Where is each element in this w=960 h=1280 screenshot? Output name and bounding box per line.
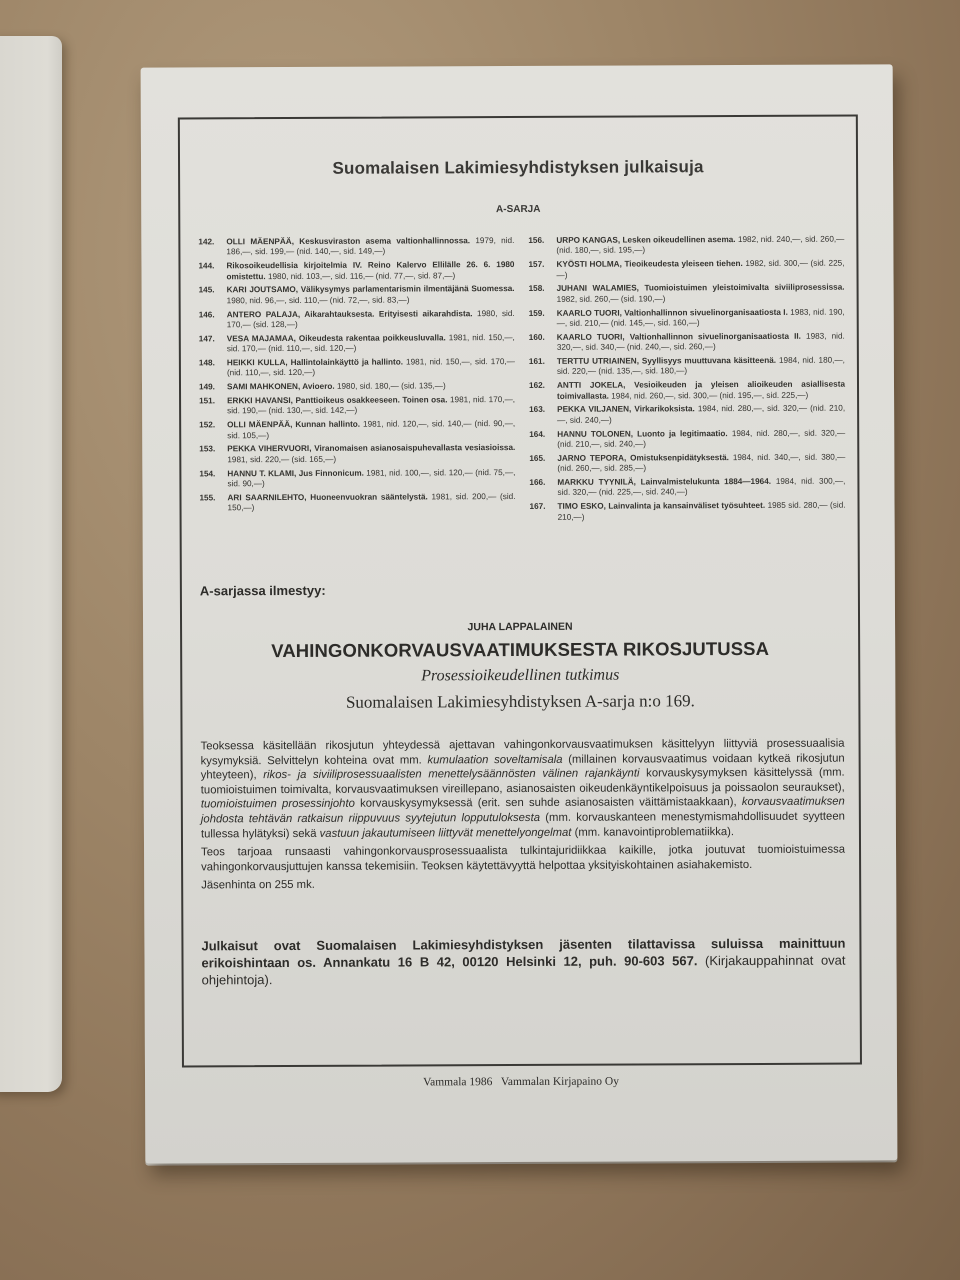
entry-price-details: 1984, nid. 340,—, sid. 380,— (nid. 260,—, sid. 285,—) [557, 452, 846, 474]
publication-entry [528, 259, 844, 281]
entry-author: ANTTI JOKELA, [556, 380, 635, 391]
entry-text [227, 284, 515, 306]
entry-price-details: 1981, nid. 120,—, sid. 140,— (nid. 90,—, sid. 105,—) [227, 419, 516, 440]
order-info-bold: Julkaisut ovat Suomalaisen Lakimiesyhdistyksen jäsenten tilattavissa suluissa mainittuun erikoishintaan os. Annankatu 16 B 42, 00120 Helsinki 12, puh. 90-603 567. [201, 935, 846, 971]
emphasized-topic: kumulaation soveltamisala [427, 753, 563, 766]
order-info-note: (Kirjakauppahinnat ovat ohjehintoja). [201, 952, 846, 988]
entry-number: 154. [199, 468, 216, 479]
entry-text [227, 419, 515, 441]
publication-entry [529, 404, 845, 426]
entry-number: 159. [528, 308, 545, 318]
entry-text [226, 236, 514, 258]
entry-number: 144. [198, 261, 215, 271]
publication-entry [529, 307, 845, 329]
entry-price-details: 1981, nid. 100,—, sid. 120,— (nid. 75,—, sid. 90,—) [227, 467, 516, 489]
entry-text [227, 309, 515, 331]
entry-author: ERKKI HAVANSI, [227, 395, 296, 406]
entry-number: 164. [529, 429, 546, 439]
entry-work-title: Vesioikeuden ja yleisen alioikeuden asiallisesta toimivallasta. [557, 379, 846, 401]
entry-work-title: Syyllisyys muuttuvana käsitteenä. [641, 355, 779, 366]
entry-text [557, 428, 845, 450]
upcoming-heading: A-sarjassa ilmestyy: [199, 582, 326, 599]
publication-entry [198, 236, 514, 258]
description-text: Teoksessa käsitellään rikosjutun yhteydessä ajettavan vahingonkorvausvaatimuksen käsittelyyn liittyviä prosessuaalisia kysymyksiä. Selvittelyn kohteina ovat mm. [200, 737, 845, 767]
entry-text [227, 357, 515, 379]
publication-entry [528, 235, 844, 257]
entry-text [557, 452, 845, 474]
entry-text [557, 404, 845, 426]
publication-entry [199, 381, 515, 393]
entry-work-title: Lainvalinta ja kansainväliset työsuhteet. [608, 501, 768, 511]
publication-entry [199, 419, 515, 441]
entry-price-details: 1984, nid. 280,—, sid. 320,— (nid. 210,—, sid. 240,—) [557, 403, 846, 425]
publication-entry [199, 333, 515, 355]
entry-price-details: 1980, sid. 170,— (sid. 128,—) [226, 308, 515, 330]
entry-work-title: Hallintolainkäyttö ja hallinto. [290, 357, 407, 368]
content-frame [178, 115, 862, 1068]
entry-price-details: 1983, nid. 320,—, sid. 340,— (nid. 240,—, sid. 260,—) [556, 331, 845, 353]
entry-price-details: 1981, sid. 220,— (sid. 165,—) [227, 454, 337, 465]
entry-number: 155. [199, 493, 216, 503]
entry-number: 149. [198, 382, 215, 392]
entry-author: OLLI MÄENPÄÄ, [226, 236, 300, 247]
description-text: (mm. kanavointiproblematiikka). [571, 825, 735, 839]
entry-text [557, 477, 845, 499]
description-text: (mm. korvauskanteen menestymismahdollisuudet syytteen tullessa hylätyksi) sekä [200, 810, 845, 840]
entry-author: KAARLO TUORI, [556, 308, 625, 318]
entry-author: HEIKKI KULLA, [226, 358, 291, 368]
entry-work-title: Huoneenvuokran sääntelystä. [310, 492, 432, 502]
entry-text [227, 443, 515, 465]
entry-author: KARI JOUTSAMO, [226, 285, 301, 295]
publication-entry [199, 443, 515, 465]
member-price: Jäsenhinta on 255 mk. [201, 879, 315, 892]
entry-text [227, 492, 515, 514]
entry-number: 163. [529, 405, 546, 415]
entry-text [558, 501, 846, 523]
entry-work-title: Keskusviraston asema valtionhallinnossa. [299, 236, 476, 246]
entry-price-details: 1984, nid. 280,—, sid. 320,— (nid. 210,—, sid. 240,—) [557, 428, 846, 449]
entry-text [557, 380, 845, 402]
entry-number: 167. [529, 502, 546, 512]
entry-number: 160. [528, 332, 545, 342]
entry-author: MARKKU TYYNILÄ, [557, 477, 641, 487]
entry-work-title: Valtionhallinnon sivuelinorganisaatiosta I. [624, 307, 791, 318]
entry-work-title: Tieoikeudesta yleiseen tiehen. [624, 259, 746, 269]
entry-number: 158. [528, 284, 545, 294]
publication-entry [529, 452, 845, 474]
entry-text [557, 307, 845, 329]
entry-price-details: 1982, nid. 240,—, sid. 260,— (nid. 180,—, sid. 195,—) [556, 234, 845, 256]
book-description [201, 737, 846, 898]
publication-entry [529, 356, 845, 378]
entry-text [557, 283, 845, 305]
entry-text [227, 468, 515, 490]
entry-author: ARI SAARNILEHTO, [227, 492, 311, 503]
publication-entry [199, 468, 515, 490]
entry-text [227, 381, 515, 393]
entry-text [557, 331, 845, 353]
entry-number: 151. [199, 396, 216, 406]
publication-entry [199, 492, 515, 514]
description-text: korvauskysymyksen käsittelyssä (mm. tuomioistuimen toimivalta, korvausvaatimuksen vireillepano, asianosaisten oikeudenkäyntikelpoisuus ja poissaolon seuraukset), [200, 766, 845, 797]
entry-price-details: 1984, nid. 260,—, sid. 300,— (nid. 195,—, sid. 225,—) [611, 390, 809, 401]
publication-entry [529, 428, 845, 450]
entry-work-title: Lainvalmistelukunta 1884—1964. [640, 476, 776, 487]
entry-work-title: Avioero. [302, 382, 337, 392]
entry-work-title: Tuomioistuimen yleistoimivalta siviiliprosessissa. [644, 282, 845, 293]
entry-work-title: Panttioikeus osakkeeseen. Toinen osa. [295, 395, 450, 405]
entry-work-title: Oikeudesta rakentaa poikkeusluvalla. [298, 333, 449, 343]
entry-number: 147. [198, 334, 215, 344]
entry-number: 146. [198, 309, 215, 320]
entry-work-title: Lesken oikeudellinen asema. [622, 235, 738, 245]
description-text: korvauskysymyksessä (erit. sen suhde asianosaisten väittämistaakkaan), [354, 796, 742, 811]
entry-work-title: Valtionhallinnon sivuelinorganisaatiosta II. [629, 331, 807, 342]
publication-entry [198, 260, 514, 282]
entry-author: PEKKA VIHERVUORI, [227, 444, 315, 454]
entry-price-details: 1981, sid. 200,— (sid. 150,—) [227, 491, 516, 513]
publication-list-left-column [198, 236, 515, 528]
book-series-number: Suomalaisen Lakimiesyhdistyksen A-sarja n:o 169. [345, 691, 695, 712]
emphasized-topic: tuomioistuimen prosessinjohto [200, 798, 355, 811]
entry-price-details: 1980, sid. 180,— (sid. 135,—) [336, 381, 446, 392]
entry-work-title: Omistuksenpidätyksestä. [630, 452, 733, 463]
entry-number: 145. [198, 285, 215, 295]
description-paragraph-1 [201, 737, 845, 842]
description-paragraph-2: Teos tarjoaa runsaasti vahingonkorvausprosessuaalista tulkintajuridiikkaa kaikille, jotka joutuvat tuomioistuimessa vahingonkorvausjuttujen kanssa tekemisiin. Teoksen käytettävyyttä helpottaa yksityiskohtainen asiahakemisto. [201, 843, 846, 874]
entry-price-details: 1982, sid. 300,— (sid. 225,—) [556, 258, 845, 280]
entry-text [557, 356, 845, 378]
page-title: Suomalaisen Lakimiesyhdistyksen julkaisuja [332, 157, 704, 178]
entry-work-title: Viranomaisen asianosaispuhevallasta vesiasioissa. [314, 443, 516, 454]
publication-entry [529, 283, 845, 305]
publication-entry [199, 284, 515, 306]
entry-price-details: 1981, nid. 150,—, sid. 170,— (nid. 110,—, sid. 120,—) [226, 357, 515, 378]
order-information [201, 935, 845, 989]
entry-author: TERTTU UTRIAINEN, [556, 356, 642, 366]
entry-author: VESA MAJAMAA, [226, 333, 299, 344]
book-subtitle: Prosessioikeudellinen tutkimus [421, 666, 620, 685]
entry-number: 153. [199, 444, 216, 454]
entry-text [227, 333, 515, 355]
publication-entry [199, 309, 515, 331]
series-label: A-SARJA [495, 203, 541, 216]
entry-text [556, 259, 844, 281]
entry-work-title: Välikysymys parlamentarismin ilmentäjänä Suomessa. [300, 284, 515, 295]
book-back-cover [141, 64, 898, 1163]
description-text: (millainen korvausvaatimus voidaan kytkeä rikosjutun yhteyteen), [200, 752, 845, 782]
entry-author: SAMI MAHKONEN, [226, 382, 303, 392]
publication-entry [529, 380, 845, 402]
publication-entry [530, 501, 846, 523]
entry-number: 165. [529, 453, 546, 463]
publication-list-right-column [528, 235, 845, 527]
publication-entry [199, 357, 515, 379]
publication-list [198, 235, 845, 528]
entry-author: JARNO TEPORA, [557, 453, 631, 463]
adjacent-book-cover [0, 36, 62, 1092]
entry-number: 157. [528, 260, 545, 270]
entry-price-details: 1982, sid. 260,— (sid. 190,—) [556, 294, 666, 304]
entry-number: 156. [528, 235, 545, 245]
entry-number: 161. [528, 356, 545, 366]
entry-author: OLLI MÄENPÄÄ, [227, 420, 296, 430]
entry-author: HANNU TOLONEN, [557, 429, 638, 439]
entry-price-details: 1984, nid. 180,—, sid. 220,— (nid. 135,—, sid. 180,—) [556, 355, 845, 377]
emphasized-topic: rikos- ja siviiliprosessuaalisten menettelysäännösten välinen rajankäynti [263, 767, 640, 782]
publication-entry [199, 395, 515, 417]
entry-author: ANTERO PALAJA, [226, 309, 305, 319]
entry-number: 162. [528, 381, 545, 391]
entry-number: 152. [199, 420, 216, 430]
entry-price-details: 1980, nid. 103,—, sid. 116,— (nid. 77,—, sid. 87,—) [267, 270, 456, 281]
entry-number: 166. [529, 477, 546, 487]
entry-price-details: 1984, nid. 300,—, sid. 320,— (nid. 225,—, sid. 240,—) [557, 476, 846, 498]
entry-work-title: Virkarikoksista. [634, 404, 698, 414]
emphasized-topic: korvausvaatimuksen johdosta tehtävän ratkaisun riippuvuus syytejutun lopputuloksesta [200, 795, 845, 826]
book-author: JUHA LAPPALAINEN [467, 620, 573, 634]
publication-entry [529, 477, 845, 499]
entry-price-details: 1981, nid. 150,—, sid. 170,— (nid. 110,—, sid. 120,—) [226, 332, 515, 354]
entry-work-title: Aikarahtauksesta. Erityisesti aikarahdista. [304, 308, 478, 319]
entry-price-details: 1979, nid. 186,—, sid. 199,— (nid. 140,—, sid. 149,—) [226, 236, 515, 257]
entry-text [227, 395, 515, 417]
entry-number: 142. [198, 237, 215, 247]
entry-number: 148. [198, 358, 215, 368]
entry-text [226, 260, 514, 282]
entry-author: KAARLO TUORI, [556, 332, 630, 342]
entry-price-details: 1983, nid. 190,—, sid. 210,— (nid. 145,—, sid. 160,—) [556, 307, 845, 328]
entry-author: PEKKA VILJANEN, [557, 404, 635, 415]
printer-imprint: Vammala 1986 Vammalan Kirjapaino Oy [423, 1075, 620, 1089]
entry-author: URPO KANGAS, [556, 235, 623, 245]
entry-author: JUHANI WALAMIES, [556, 283, 645, 294]
emphasized-topic: vastuun jakautumiseen liittyvät menettelyongelmat [319, 826, 572, 840]
entry-author: KYÖSTI HOLMA, [556, 259, 625, 270]
entry-work-title: Jus Finnonicum. [298, 468, 367, 478]
entry-work-title: Rikosoikeudellisia kirjoitelmia IV. Reino Kalervo Ellilälle 26. 6. 1980 omistettu. [226, 260, 515, 281]
entry-author: TIMO ESKO, [557, 501, 609, 512]
entry-text [556, 235, 844, 257]
entry-price-details: 1981, nid. 170,—, sid. 190,— (nid. 130,—, sid. 142,—) [227, 395, 516, 416]
entry-price-details: 1985 sid. 280,— (sid. 210,—) [557, 500, 846, 522]
entry-price-details: 1980, nid. 96,—, sid. 110,— (nid. 72,—, sid. 83,—) [226, 295, 410, 306]
book-title: VAHINGONKORVAUSVAATIMUKSESTA RIKOSJUTUSSA [271, 637, 770, 662]
entry-work-title: Kunnan hallinto. [295, 419, 364, 430]
entry-work-title: Luonto ja legitimaatio. [637, 428, 732, 439]
publication-entry [529, 331, 845, 353]
entry-author: HANNU T. KLAMI, [227, 468, 299, 478]
